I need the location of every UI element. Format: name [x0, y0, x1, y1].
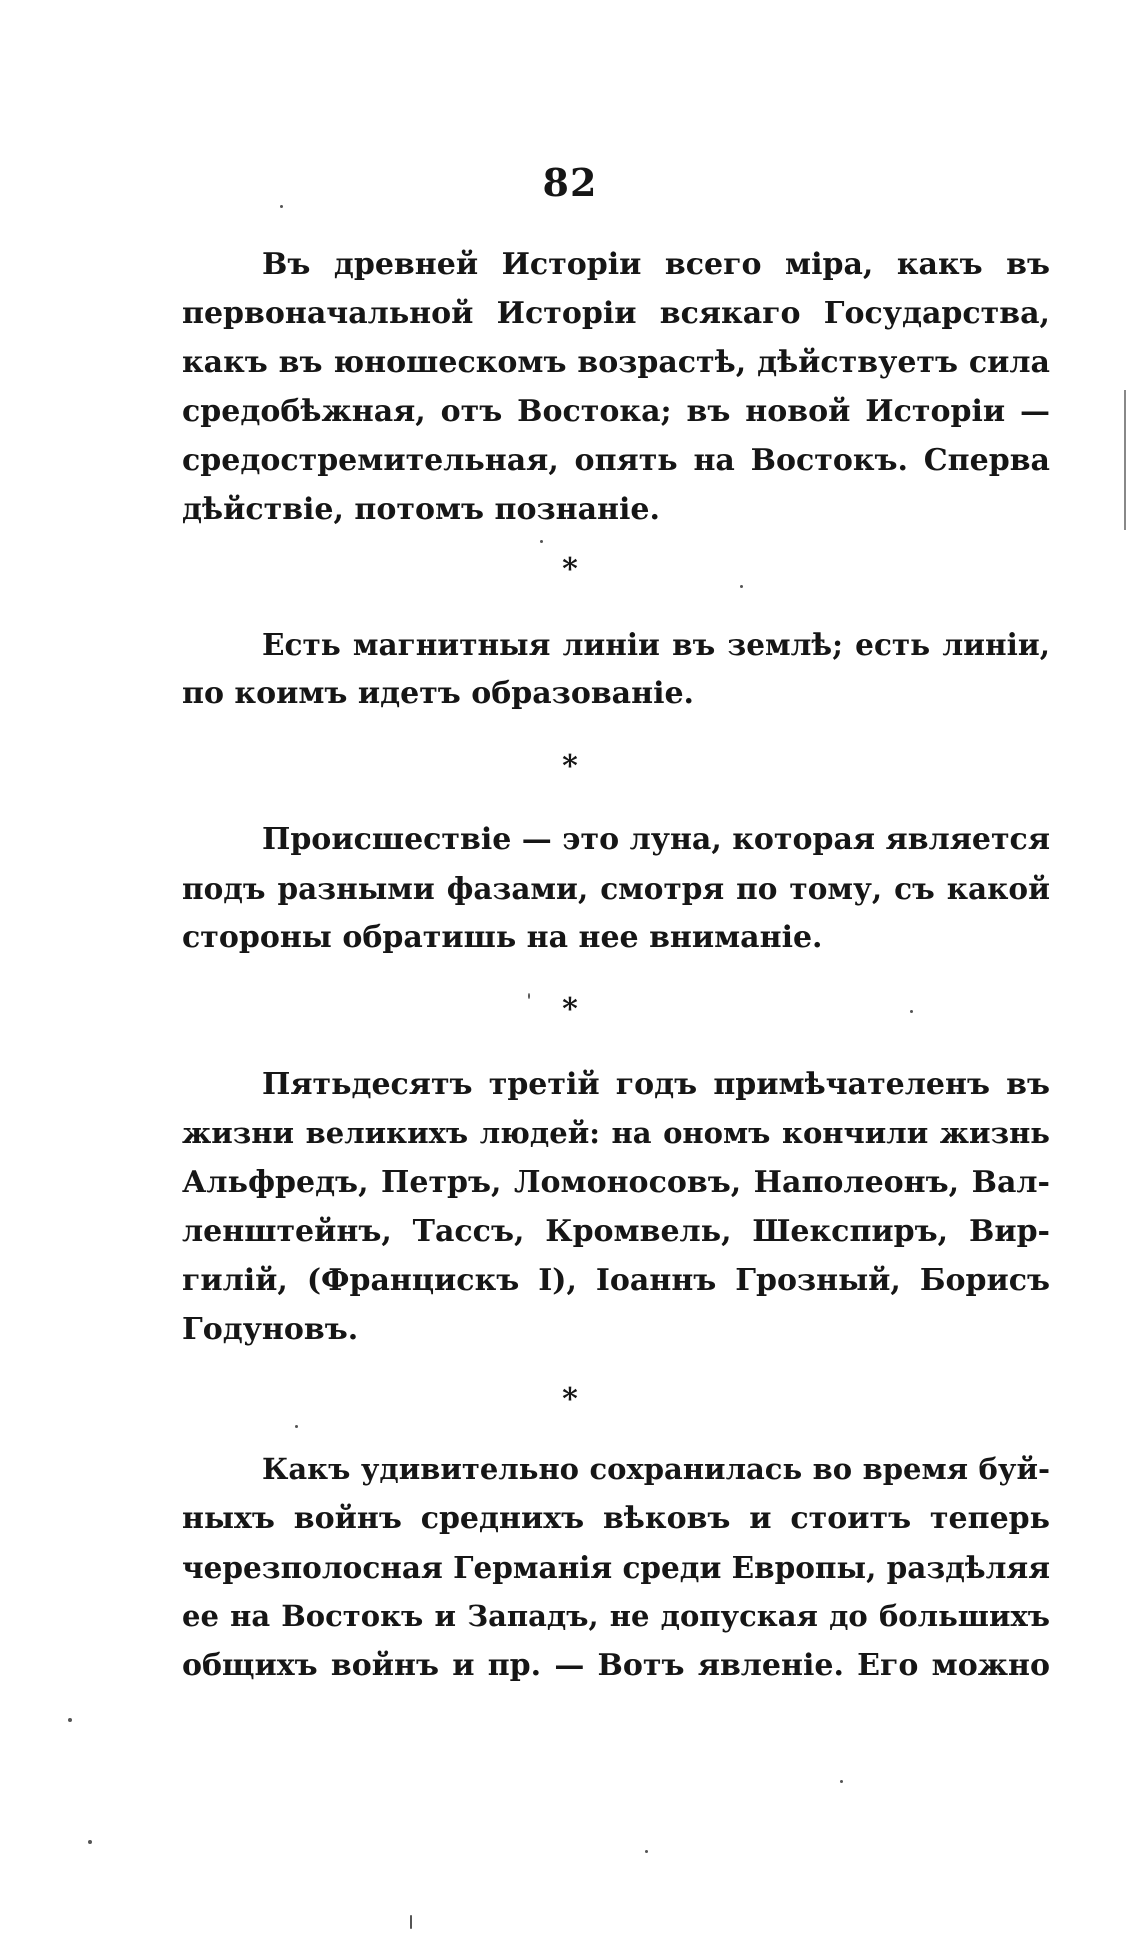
text-line: какъ въ юношескомъ возрастѣ, дѣйствуетъ сила: [182, 345, 1050, 380]
text-line: ленштейнъ, Тассъ, Кромвель, Шекспиръ, Вир-: [182, 1214, 1050, 1249]
text-line: Годуновъ.: [182, 1312, 359, 1347]
text-line: дѣйствіе, потомъ познаніе.: [182, 492, 660, 527]
text-line: Пятьдесятъ третій годъ примѣчателенъ въ: [262, 1067, 1050, 1102]
text-line: общихъ войнъ и пр. — Вотъ явленіе. Его можно: [182, 1648, 1050, 1683]
paragraph-history-east: [182, 240, 1050, 534]
section-separator: *: [562, 749, 578, 784]
paragraph-event-moon: [182, 815, 1050, 962]
scan-speck: [280, 205, 283, 208]
text-line: Въ древней Исторіи всего міра, какъ въ: [262, 247, 1050, 282]
text-line: подъ разными фазами, смотря по тому, съ какой: [182, 871, 1050, 906]
section-separator: *: [562, 1382, 578, 1417]
text-line: первоначальной Исторіи всякаго Государства,: [182, 296, 1050, 331]
text-line: черезполосная Германія среди Европы, раздѣляя: [182, 1550, 1050, 1585]
scan-speck: [410, 1915, 412, 1929]
text-line: стороны обратишь на нее вниманіе.: [182, 920, 823, 955]
scan-speck: [295, 1425, 298, 1428]
text-line: средобѣжная, отъ Востока; въ новой Исторіи —: [182, 394, 1050, 429]
scan-speck: [88, 1840, 92, 1844]
scan-speck: [910, 1010, 913, 1013]
paragraph-germany: [182, 1445, 1050, 1690]
scan-speck: [645, 1850, 648, 1853]
scan-speck: [540, 540, 543, 543]
page-number: 82: [542, 160, 598, 205]
text-line: Альфредъ, Петръ, Ломоносовъ, Наполеонъ, Вал-: [182, 1165, 1050, 1200]
scan-speck: [68, 1718, 72, 1722]
scan-speck: [528, 993, 530, 999]
text-line: гилій, (Францискъ I), Іоаннъ Грозный, Борисъ: [182, 1263, 1050, 1298]
paragraph-fifty-third-year: [182, 1060, 1050, 1354]
text-line: Какъ удивительно сохранилась во время буй-: [262, 1452, 1050, 1486]
section-separator: *: [562, 992, 578, 1027]
scan-speck: [840, 1780, 843, 1783]
paragraph-magnetic-lines: [182, 620, 1050, 718]
scan-speck: [740, 585, 743, 588]
text-line: жизни великихъ людей: на ономъ кончили жизнь: [182, 1116, 1050, 1150]
text-line: ныхъ войнъ среднихъ вѣковъ и стоитъ теперь: [182, 1501, 1050, 1536]
section-separator: *: [562, 552, 578, 587]
scan-edge-mark: [1124, 390, 1126, 530]
text-line: Есть магнитныя линіи въ землѣ; есть линіи,: [262, 627, 1050, 662]
text-line: средостремительная, опять на Востокъ. Сперва: [182, 443, 1050, 478]
text-line: ее на Востокъ и Западъ, не допуская до большихъ: [182, 1599, 1050, 1633]
text-line: Происшествіе — это луна, которая является: [262, 822, 1050, 857]
text-line: по коимъ идетъ образованіе.: [182, 676, 694, 711]
